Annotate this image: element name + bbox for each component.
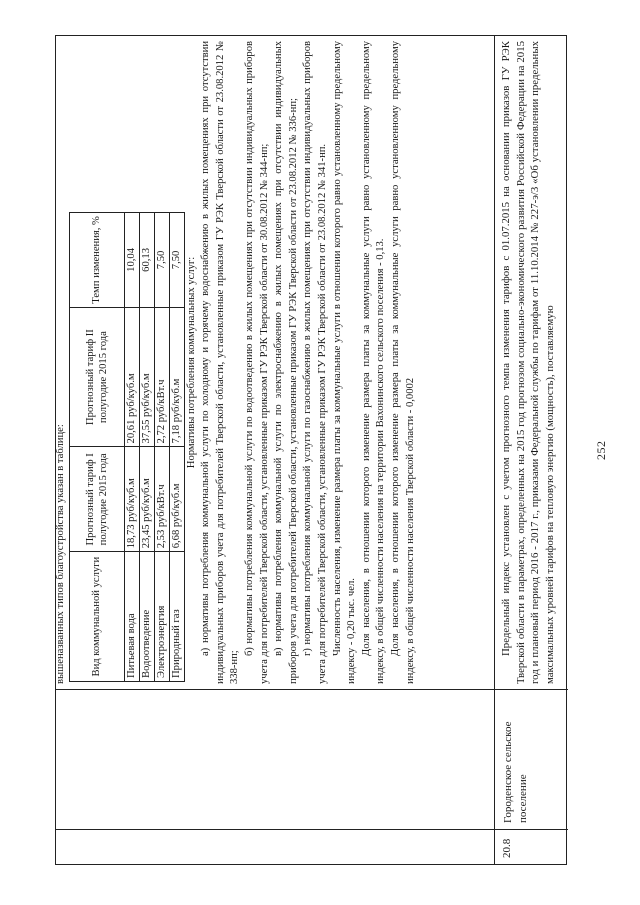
tariff-h1: 6,68 руб/куб.м [169,447,184,552]
table-intro: вышеназванных типов благоустройства указан в таблице: [55,424,66,684]
service-name: Электроэнергия [154,552,169,682]
norm-paragraph-b: б) нормативы потребления коммунальной услуги по водоотведению в жилых помещениях при отсутствии индивидуальных приборов учета для потребителей Тверской области, установленные приказом ГУ РЭК Тверской области от 30.08.2012 № 344-нп; [243,41,270,684]
population-share-region-paragraph: Доля населения, в отношении которого изменение размера платы за коммунальные услуги равно установленному предельному индексу, в общей численности населения Тверской области - 0,0002 [389,41,416,684]
table-row [56,36,494,864]
tariff-row [124,213,139,682]
population-count-paragraph: Численность населения, изменение размера платы за коммунальные услуги в отношении которого равно установленному предельному индексу - 0,20 тыс. чел. [331,41,358,684]
tariff-h1: 18,73 руб/куб.м [124,447,139,552]
settlement-name [56,689,494,829]
row-number: 20.8 [495,829,568,864]
change-rate: 7,50 [154,213,169,308]
table-row [494,36,568,864]
header-tariff-h2: Прогнозный тариф II полугодие 2015 года [69,307,124,447]
tariff-h1: 23,45 руб/куб.м [139,447,154,552]
tariff-h1: 2,53 руб/кВт.ч [154,447,169,552]
norm-paragraph-a: а) нормативы потребления коммунальной услуги по холодному и горячему водоснабжению в жилых помещениях при отсутствии индивидуальных приборов учета для потребителей Тверской области, установленные приказом ГУ РЭК Тверской области от 23.08.2012 № 338-нп; [200,41,241,684]
page-number: 252 [594,440,608,460]
population-share-settlement-paragraph: Доля населения, в отношении которого изменение размера платы за коммунальные услуги равно установленному предельному индексу, в общей численности населения на территории Вахонинского сельского поселения - 0,13. [360,41,387,684]
header-tariff-h1: Прогнозный тариф I полугодие 2015 года [69,447,124,552]
norms-title: Нормативы потребления коммунальных услуг: [185,256,197,469]
change-rate: 10,04 [124,213,139,308]
tariff-h2: 37,55 руб/куб.м [139,307,154,447]
tariff-h2: 7,18 руб/куб.м [169,307,184,447]
service-name: Водоотведение [139,552,154,682]
service-name: Природный газ [169,552,184,682]
tariff-row [169,213,184,682]
tariff-header-row [69,213,124,682]
index-basis-paragraph: Предельный индекс установлен с учетом прогнозного темпа изменения тарифов с 01.07.2015 на основании приказов ГУ РЭК Тверской области в параметрах, определенных на 2015 год прогнозом социально-экономического развития Российской Федерации на 2015 год и плановый период 2016 - 2017 г., приказами Федеральной службы по тарифам от 11.10.2014 № 227-э/3 «Об установлении предельных максимальных уровней тарифов на тепловую энергию (мощность), поставляемую [500,41,556,684]
tariff-row [139,213,154,682]
row-number [56,829,494,864]
change-rate: 7,50 [169,213,184,308]
tariff-h2: 20,61 руб/куб.м [124,307,139,447]
tariff-h2: 2,72 руб/кВт.ч [154,307,169,447]
settlement-name: Городенское сельское поселение [495,689,568,829]
service-name: Питьевая вода [124,552,139,682]
norm-paragraph-v: в) нормативы потребления коммунальной услуги по электроснабжению в жилых помещениях при отсутствии индивидуальных приборов учета для потребителей Тверской области, установленные приказом ГУ РЭК Тверской области от 23.08.2012 № 336-нп; [273,41,299,684]
tariff-row [154,213,169,682]
tariff-table [69,212,185,682]
norm-paragraph-g: г) нормативы потребления коммунальной услуги по газоснабжению в жилых помещениях при отсутствии индивидуальных приборов учета для потребителей Тверской области, установленные приказом ГУ РЭК Тверской области от 23.08.2012 № 341-нп. [302,41,328,684]
row-content [56,36,494,689]
document-table [55,35,567,865]
row-content [495,36,568,689]
change-rate: 60,13 [139,213,154,308]
header-change-rate: Темп изменения, % [69,213,124,308]
header-service: Вид коммунальной услуги [69,552,124,682]
